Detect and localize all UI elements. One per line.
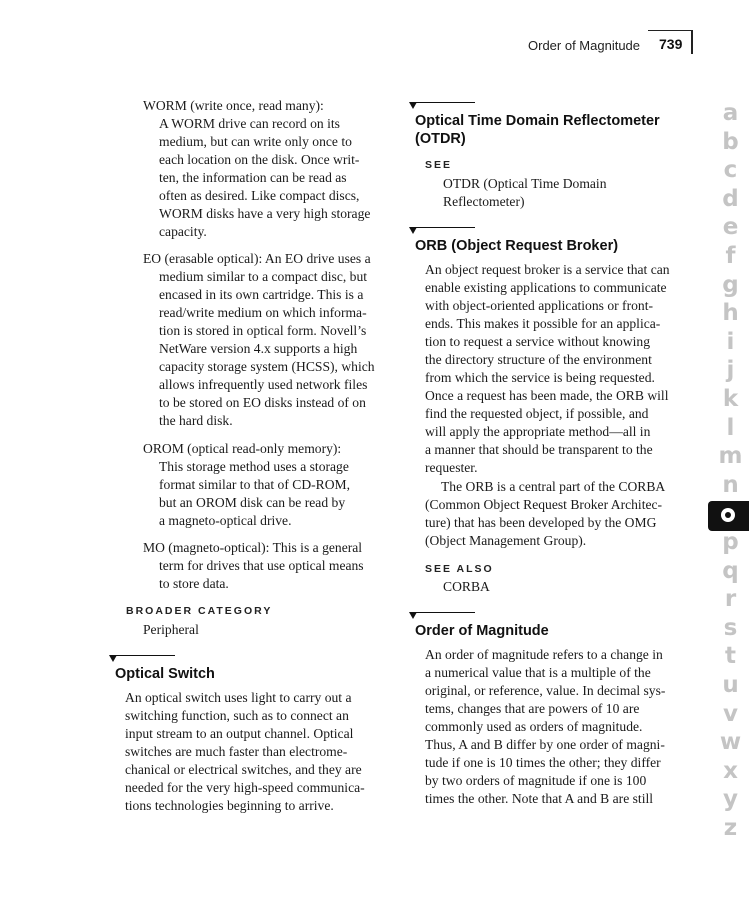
text-line: An object request broker is a service that can bbox=[425, 262, 670, 277]
text-line: format similar to that of CD-ROM, bbox=[159, 477, 351, 492]
alphabet-tab-w[interactable]: w bbox=[719, 729, 742, 756]
text-line: allows infrequently used network files bbox=[159, 377, 368, 392]
header-rule-vertical bbox=[691, 30, 693, 54]
alphabet-tab-n[interactable]: n bbox=[722, 471, 739, 498]
orb-title: ORB (Object Request Broker) bbox=[415, 238, 619, 254]
broader-category-value: Peripheral bbox=[143, 622, 199, 637]
header-rule bbox=[648, 30, 692, 31]
text-line: tion is stored in optical form. Novell’s bbox=[159, 323, 367, 338]
text-line: NetWare version 4.x supports a high bbox=[159, 341, 358, 356]
order-of-magnitude-title: Order of Magnitude bbox=[415, 623, 549, 639]
page-number: 739 bbox=[659, 36, 683, 52]
text-line: to store data. bbox=[159, 576, 229, 591]
alphabet-tab-s[interactable]: s bbox=[723, 614, 738, 641]
alphabet-tab-l[interactable]: l bbox=[726, 414, 735, 441]
see-reference bbox=[443, 175, 703, 211]
text-line: chanical or electrical switches, and they are bbox=[125, 762, 362, 777]
text-line: This storage method uses a storage bbox=[159, 459, 349, 474]
orb-body-paragraph-2 bbox=[425, 478, 700, 550]
text-line: encased in its own cartridge. This is a bbox=[159, 287, 364, 302]
text-line: ture) that has been developed by the OMG bbox=[425, 515, 657, 530]
mo-entry bbox=[143, 539, 393, 593]
text-line: a manner that should be transparent to the bbox=[425, 442, 653, 457]
eo-term: EO (erasable optical): bbox=[143, 251, 263, 266]
see-also-label: SEE ALSO bbox=[425, 563, 494, 575]
mo-first-line: This is a general bbox=[269, 540, 363, 555]
eo-definition bbox=[159, 268, 393, 430]
alphabet-tab-m[interactable]: m bbox=[718, 443, 743, 470]
orom-definition bbox=[159, 458, 393, 530]
text-line: by two orders of magnitude if one is 100 bbox=[425, 773, 647, 788]
text-line: the hard disk. bbox=[159, 413, 233, 428]
text-line: Reflectometer) bbox=[443, 194, 525, 209]
text-line: each location on the disk. Once writ- bbox=[159, 152, 360, 167]
mo-term: MO (magneto-optical): bbox=[143, 540, 270, 555]
text-line: a numerical value that is a multiple of the bbox=[425, 665, 651, 680]
text-line: An order of magnitude refers to a change in bbox=[425, 647, 663, 662]
worm-definition bbox=[159, 115, 393, 241]
order-of-magnitude-body bbox=[425, 646, 700, 808]
otdr-title-line-1: Optical Time Domain Reflectometer bbox=[415, 113, 660, 129]
alphabet-tab-c[interactable]: c bbox=[723, 157, 738, 184]
text-line: (Common Object Request Broker Architec- bbox=[425, 497, 663, 512]
alphabet-tab-u[interactable]: u bbox=[722, 672, 739, 698]
text-line: times the other. Note that A and B are still bbox=[425, 791, 654, 806]
text-line: tude if one is 10 times the other; they differ bbox=[425, 755, 661, 770]
alphabet-tab-j[interactable]: j bbox=[726, 357, 735, 384]
text-line: often as desired. Like compact discs, bbox=[159, 188, 360, 203]
text-line: enable existing applications to communicate bbox=[425, 280, 667, 295]
optical-switch-body bbox=[125, 689, 395, 815]
see-also-value: CORBA bbox=[443, 579, 490, 594]
alphabet-tab-y[interactable]: y bbox=[723, 786, 738, 813]
alphabet-tab-h[interactable]: h bbox=[722, 300, 739, 327]
orom-term: OROM (optical read-only memory): bbox=[143, 441, 342, 456]
text-line: requester. bbox=[425, 460, 478, 475]
text-line: Thus, A and B differ by one order of magni- bbox=[425, 737, 665, 752]
text-line: from which the service is being requested. bbox=[425, 370, 655, 385]
orb-body bbox=[425, 261, 700, 477]
text-line: switching function, such as to connect an bbox=[125, 708, 349, 723]
orom-entry bbox=[143, 440, 393, 530]
text-line: The ORB is a central part of the CORBA bbox=[441, 479, 666, 494]
alphabet-tab-g[interactable]: g bbox=[722, 271, 739, 298]
text-line: with object-oriented applications or front- bbox=[425, 298, 654, 313]
broader-category-label: BROADER CATEGORY bbox=[126, 605, 273, 617]
text-line: switches are much faster than electrome- bbox=[125, 744, 348, 759]
alphabet-tab-x[interactable]: x bbox=[723, 757, 738, 784]
alphabet-tab-q[interactable]: q bbox=[722, 557, 739, 584]
text-line: tion to request a service without knowing bbox=[425, 334, 651, 349]
text-line: a magneto-optical drive. bbox=[159, 513, 292, 528]
alphabet-tab-a[interactable]: a bbox=[722, 100, 739, 126]
text-line: (Object Management Group). bbox=[425, 533, 587, 548]
worm-entry bbox=[143, 97, 393, 241]
text-line: capacity storage system (HCSS), which bbox=[159, 359, 375, 374]
text-line: find the requested object, if possible, and bbox=[425, 406, 649, 421]
text-line: An optical switch uses light to carry out a bbox=[125, 690, 352, 705]
text-line: input stream to an output channel. Optical bbox=[125, 726, 354, 741]
mo-definition bbox=[159, 557, 393, 593]
alphabet-tab-d[interactable]: d bbox=[722, 185, 739, 212]
see-label: SEE bbox=[425, 159, 453, 171]
alphabet-tab-t[interactable]: t bbox=[725, 643, 736, 670]
worm-term: WORM (write once, read many): bbox=[143, 98, 324, 113]
text-line: needed for the very high-speed communica- bbox=[125, 780, 365, 795]
text-line: but an OROM disk can be read by bbox=[159, 495, 346, 510]
text-line: original, or reference, value. In decimal sys- bbox=[425, 683, 666, 698]
otdr-title-line-2: (OTDR) bbox=[415, 131, 466, 147]
alphabet-tab-k[interactable]: k bbox=[722, 386, 739, 412]
text-line: OTDR (Optical Time Domain bbox=[443, 176, 607, 191]
alphabet-tab-v[interactable]: v bbox=[723, 700, 738, 727]
optical-switch-title: Optical Switch bbox=[115, 666, 215, 682]
alphabet-tab-f[interactable]: f bbox=[725, 243, 736, 269]
text-line: WORM disks have a very high storage bbox=[159, 206, 371, 221]
text-line: tems, changes that are powers of 10 are bbox=[425, 701, 640, 716]
alphabet-tab-p[interactable]: p bbox=[722, 529, 739, 555]
text-line: the directory structure of the environment bbox=[425, 352, 652, 367]
text-line: capacity. bbox=[159, 224, 207, 239]
alphabet-tab-i[interactable]: i bbox=[726, 328, 735, 355]
alphabet-tab-active[interactable] bbox=[708, 501, 749, 531]
text-line: will apply the appropriate method—all in bbox=[425, 424, 651, 439]
text-line: medium similar to a compact disc, but bbox=[159, 269, 368, 284]
text-line: to be stored on EO disks instead of on bbox=[159, 395, 366, 410]
active-letter-glyph bbox=[721, 508, 735, 522]
alphabet-tab-r[interactable]: r bbox=[724, 586, 737, 613]
text-line: commonly used as orders of magnitude. bbox=[425, 719, 643, 734]
alphabet-tab-e[interactable]: e bbox=[722, 214, 739, 241]
text-line: tions technologies beginning to arrive. bbox=[125, 798, 334, 813]
text-line: ten, the information can be read as bbox=[159, 170, 347, 185]
running-title: Order of Magnitude bbox=[528, 38, 641, 53]
eo-first-line: An EO drive uses a bbox=[262, 251, 371, 266]
text-line: A WORM drive can record on its bbox=[159, 116, 340, 131]
eo-entry bbox=[143, 250, 393, 430]
alphabet-tab-z[interactable]: z bbox=[723, 815, 738, 841]
text-line: read/write medium on which informa- bbox=[159, 305, 367, 320]
text-line: ends. This makes it possible for an applica- bbox=[425, 316, 661, 331]
text-line: Once a request has been made, the ORB will bbox=[425, 388, 669, 403]
text-line: term for drives that use optical means bbox=[159, 558, 364, 573]
alphabet-tab-b[interactable]: b bbox=[722, 128, 739, 155]
text-line: medium, but can write only once to bbox=[159, 134, 352, 149]
